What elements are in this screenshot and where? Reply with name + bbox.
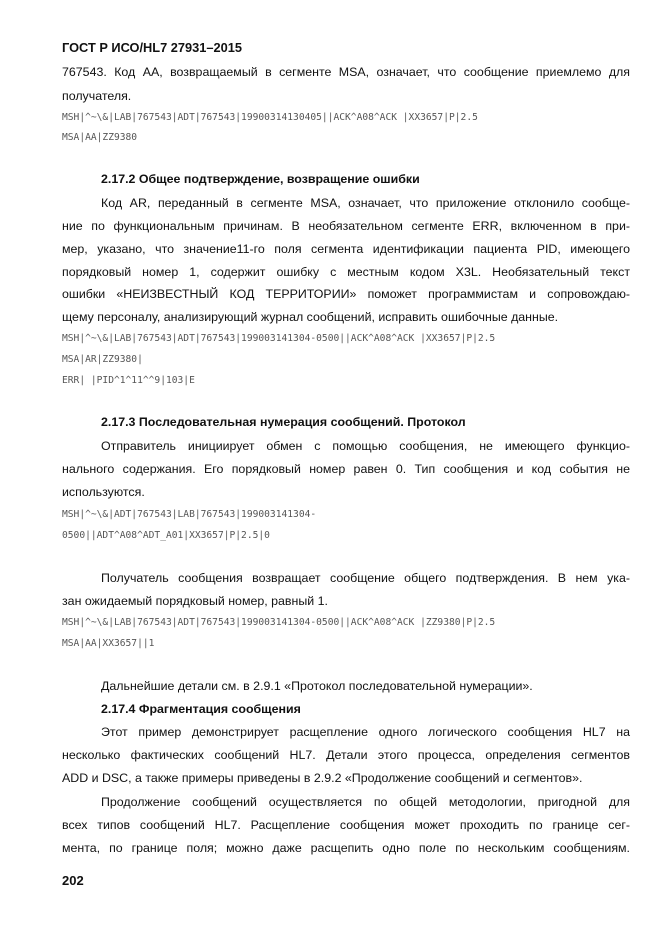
paragraph-line: используются.: [62, 485, 145, 499]
section-heading-2-17-4: 2.17.4 Фрагментация сообщения: [101, 702, 301, 716]
paragraph-line: ADD и DSC, а также примеры приведены в 2.9.2 «Продолжение сообщений и сегментов».: [62, 771, 583, 785]
paragraph-line: несколько фактических сообщений HL7. Детали этого процесса, определения сегментов: [62, 748, 630, 762]
paragraph-line: Продолжение сообщений осуществляется по общей методологии, пригодной для: [101, 795, 630, 809]
code-line: MSA|AA|ZZ9380: [62, 132, 138, 143]
code-line: MSH|^~\&|ADT|767543|LAB|767543|199003141304-: [62, 509, 317, 520]
code-line: MSH|^~\&|LAB|767543|ADT|767543|199003141304-0500||ACK^A08^ACK |ZZ9380|P|2.5: [62, 617, 496, 628]
paragraph-line: зан ожидаемый порядковый номер, равный 1.: [62, 594, 328, 608]
page-number: 202: [62, 873, 84, 888]
intro-line-1: 767543. Код AA, возвращаемый в сегменте MSA, означает, что сообщение приемлемо для: [62, 65, 630, 79]
paragraph-line: всех типов сообщений HL7. Расщепление сообщения может проходить по границе сег-: [62, 818, 630, 832]
paragraph-line: Получатель сообщения возвращает сообщение общего подтверждения. В нем ука-: [101, 571, 630, 585]
section-heading-2-17-2: 2.17.2 Общее подтверждение, возвращение ошибки: [101, 172, 420, 186]
paragraph-line: щему персоналу, анализирующий журнал сообщений, исправить ошибочные данные.: [62, 310, 559, 324]
code-line: MSH|^~\&|LAB|767543|ADT|767543|199003141304-0500||ACK^A08^ACK |XX3657|P|2.5: [62, 333, 496, 344]
cross-reference-note: Дальнейшие детали см. в 2.9.1 «Протокол последовательной нумерации».: [101, 679, 533, 693]
paragraph-line: ние по функциональным причинам. В необязательном сегменте ERR, включенном в при-: [62, 219, 630, 233]
doc-title: ГОСТ Р ИСО/HL7 27931–2015: [62, 40, 242, 55]
paragraph-line: мер, указано, что значение11-го поля сегмента идентификации пациента PID, имеющего: [62, 242, 630, 256]
paragraph-line: Отправитель инициирует обмен с помощью сообщения, не имеющего функцио-: [101, 439, 630, 453]
code-line: MSA|AR|ZZ9380|: [62, 354, 143, 365]
code-line: MSA|AA|XX3657||1: [62, 638, 155, 649]
paragraph-line: Этот пример демонстрирует расщепление одного логического сообщения HL7 на: [101, 725, 630, 739]
code-line: MSH|^~\&|LAB|767543|ADT|767543|19900314130405||ACK^A08^ACK |XX3657|P|2.5: [62, 112, 478, 123]
paragraph-line: порядковый номер 1, содержит ошибку с местным кодом X3L. Необязательный текст: [62, 265, 630, 279]
code-line: ERR| |PID^1^11^^9|103|E: [62, 375, 195, 386]
paragraph-line: мента, по границе поля; можно даже расщепить одно поле по нескольким сообщениям.: [62, 841, 630, 855]
intro-line-2: получателя.: [62, 89, 132, 103]
code-line: 0500||ADT^A08^ADT_A01|XX3657|P|2.5|0: [62, 530, 270, 541]
paragraph-line: нального содержания. Его порядковый номер равен 0. Тип сообщения и код события не: [62, 462, 630, 476]
paragraph-line: Код AR, переданный в сегменте MSA, означает, что приложение отклонило сообще-: [101, 196, 630, 210]
section-heading-2-17-3: 2.17.3 Последовательная нумерация сообщений. Протокол: [101, 415, 466, 429]
paragraph-line: ошибки «НЕИЗВЕСТНЫЙ КОД ТЕРРИТОРИИ» поможет программистам и сопровождаю-: [62, 287, 630, 301]
